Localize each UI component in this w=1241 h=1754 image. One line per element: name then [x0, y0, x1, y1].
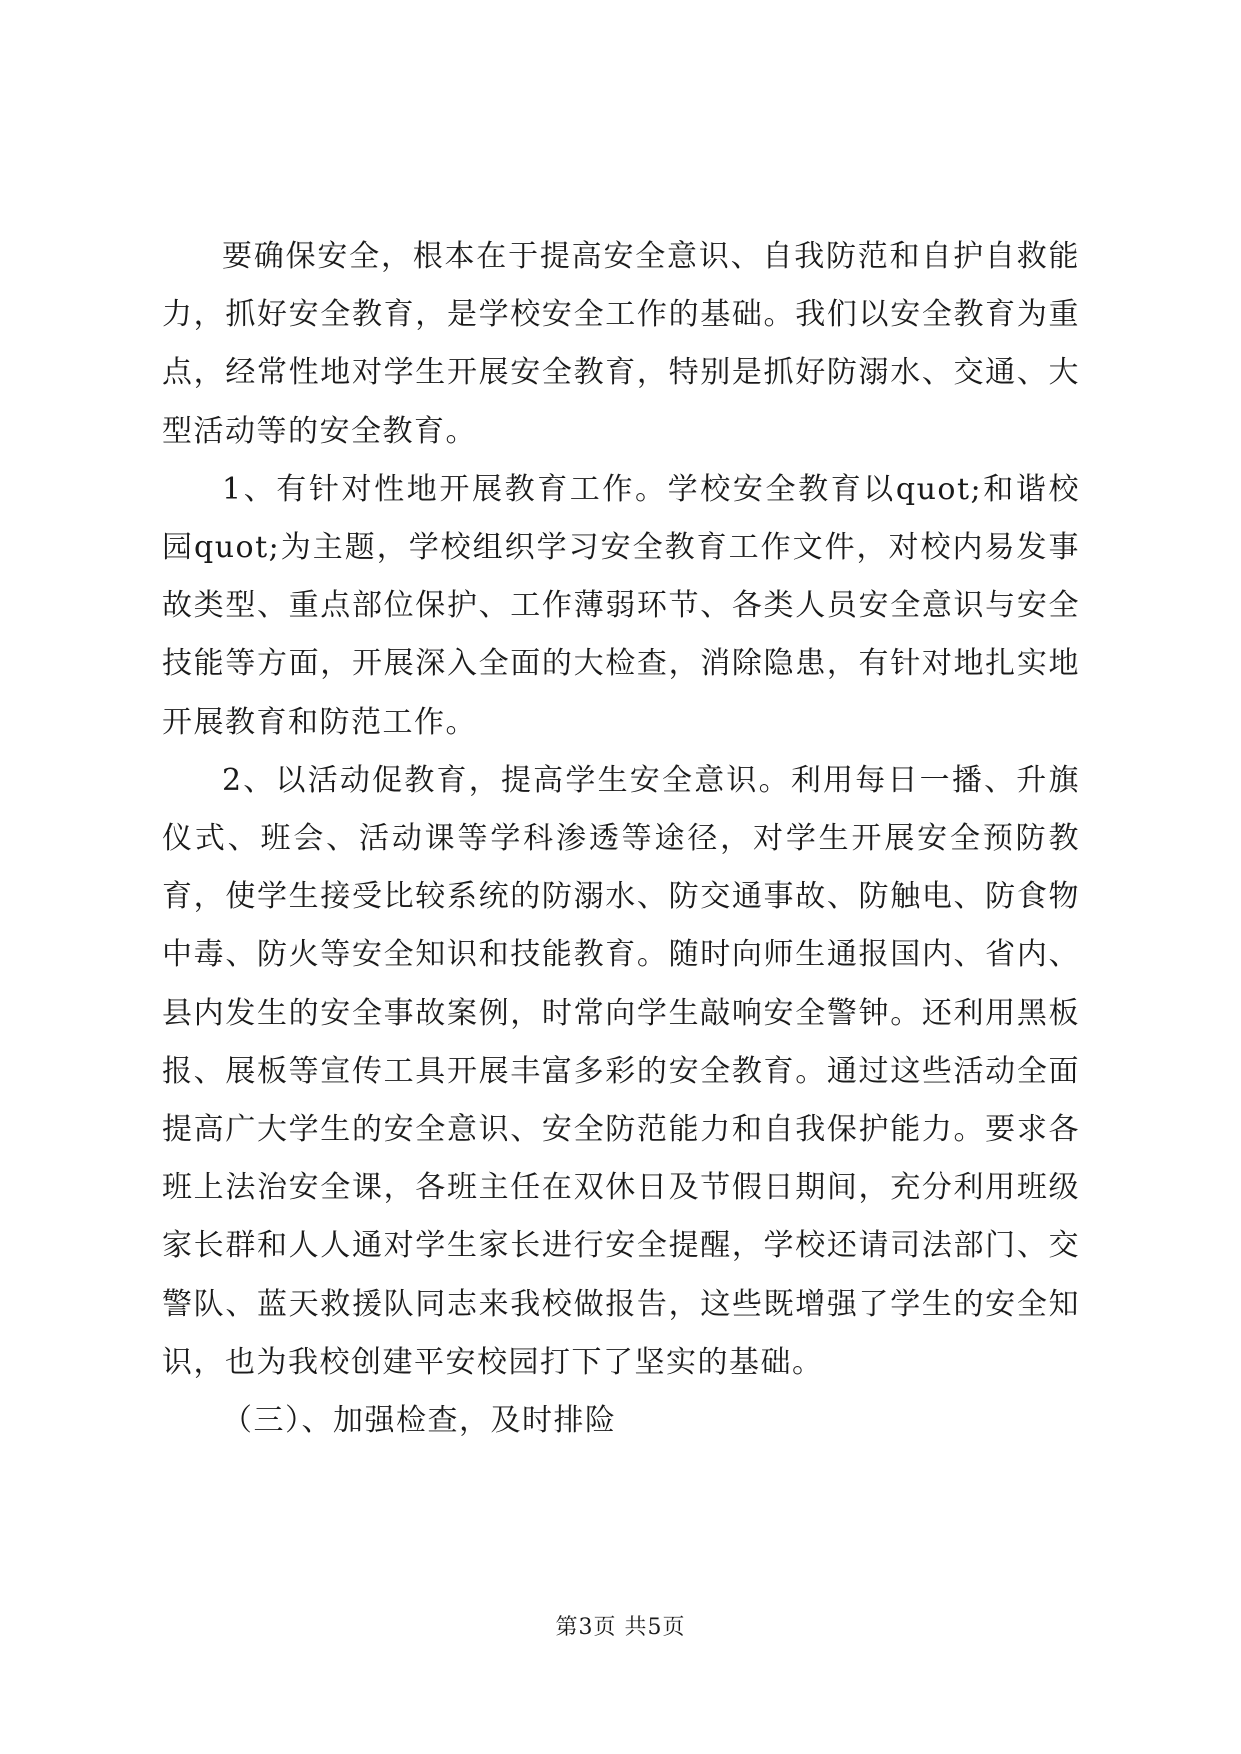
paragraph-activity-education: 2、以活动促教育，提高学生安全意识。利用每日一播、升旗仪式、班会、活动课等学科渗透等途径，对学生开展安全预防教育，使学生接受比较系统的防溺水、防交通事故、防触电、防食物中毒、防火等安全知识和技能教育。随时向师生通报国内、省内、县内发生的安全事故案例，时常向学生敲响安全警钟。还利用黑板报、展板等宣传工具开展丰富多彩的安全教育。通过这些活动全面提高广大学生的安全意识、安全防范能力和自我保护能力。要求各班上法治安全课，各班主任在双休日及节假日期间，充分利用班级家长群和人人通对学生家长进行安全提醒，学校还请司法部门、交警队、蓝天救援队同志来我校做报告，这些既增强了学生的安全知识，也为我校创建平安校园打下了坚实的基础。: [162, 762, 1080, 1380]
paragraph-targeted-education: 1、有针对性地开展教育工作。学校安全教育以quot;和谐校园quot;为主题，学校组织学习安全教育工作文件，对校内易发事故类型、重点部位保护、工作薄弱环节、各类人员安全意识与安全技能等方面，开展深入全面的大检查，消除隐患，有针对地扎实地开展教育和防范工作。: [162, 471, 1080, 740]
paragraph-safety-education-intro: 要确保安全，根本在于提高安全意识、自我防范和自护自救能力，抓好安全教育，是学校安全工作的基础。我们以安全教育为重点，经常性地对学生开展安全教育，特别是抓好防溺水、交通、大型活动等的安全教育。: [162, 239, 1080, 449]
document-body: [162, 228, 1080, 1450]
page-footer: 第3页 共5页: [555, 1615, 686, 1640]
section-heading: （三）、加强检查，及时排险: [222, 1403, 617, 1439]
